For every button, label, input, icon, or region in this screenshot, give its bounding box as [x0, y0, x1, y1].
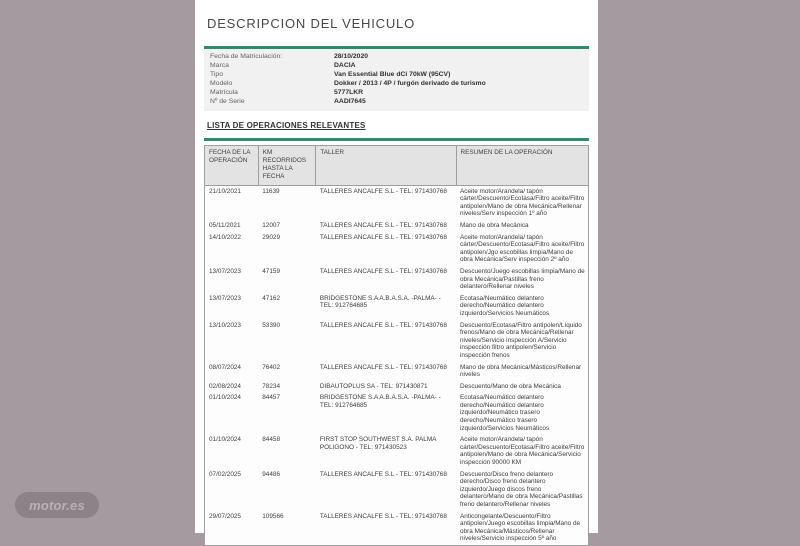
operation-row [205, 511, 589, 546]
operation-summary-cell: Ecotasa/Neumático delantero derecho/Neumático delantero izquierdo/Servicios Neumáticos [460, 294, 550, 317]
operation-row [205, 392, 589, 434]
operation-date-cell: 01/10/2024 [209, 394, 241, 402]
vehicle-field-value: Dokker / 2013 / 4P / furgón derivado de turismo [334, 79, 486, 87]
vehicle-field-row [210, 98, 583, 107]
operation-row [205, 320, 589, 362]
operation-row [205, 434, 589, 468]
vehicle-field-value: 28/10/2020 [334, 53, 369, 60]
operation-workshop-cell: TALLERES ANCALFE S.L - TEL: 971430768 [319, 233, 447, 241]
operation-km-cell: 12007 [262, 222, 281, 229]
header-km-recorridos: KM RECORRIDOS HASTA LA FECHA [258, 146, 316, 185]
operation-row [205, 266, 589, 293]
vehicle-field-row [210, 89, 583, 98]
operation-workshop-cell: BRIDGESTONE S.A A.B.A.S.A. -PALMA- - TEL: 912764685 [319, 294, 441, 310]
vehicle-field-label: Marca [210, 61, 229, 69]
operations-table-header-row [205, 146, 589, 185]
vehicle-field-value: DACIA [334, 61, 356, 69]
operation-summary-cell: Descuento/Disco freno delantero derecho/Disco freno delantero izquierdo/Juego discos freno delantero/Mano de obra Mecánica/Pastillas freno delantero/Rellenar niveles [460, 470, 583, 508]
operation-row [205, 469, 589, 511]
operations-table [204, 145, 589, 546]
operation-summary-cell: Aceite motor/Arandela/ tapón cárter/Descuento/Ecotasa/Filtro aceite/Filtro antipolen/Mano de obra Mecánica/Rellenar niveles/Serv inspección 1º año [460, 187, 585, 218]
operation-date-cell: 29/07/2025 [209, 512, 241, 520]
operation-row [205, 232, 589, 266]
operation-km-cell: 109566 [262, 512, 284, 520]
operation-summary-cell: Aceite motor/Arandela/ tapón cárter/Descuento/Ecotasa/Filtro aceite/Filtro antipolen/Mano de obra Mecánica/Servicio inspección 90000 KM [460, 436, 585, 467]
vehicle-field-label: Fecha de Matriculación: [210, 53, 283, 60]
vehicle-field-label: Modelo [210, 79, 233, 87]
vehicle-field-label: Tipo [210, 70, 223, 78]
operation-date-cell: 13/10/2023 [209, 321, 241, 329]
operation-summary-cell: Ecotasa/Neumático delantero derecho/Neumático delantero izquierdo/Neumático trasero derecho/Neumático trasero izquierdo/Servicios Neumáticos [460, 394, 550, 432]
operation-date-cell: 14/10/2022 [209, 233, 241, 241]
operation-row [205, 220, 589, 232]
operation-date-cell: 13/07/2023 [209, 267, 241, 275]
operation-workshop-cell: TALLERES ANCALFE S.L - TEL: 971430768 [319, 512, 447, 520]
operation-date-cell: 02/08/2024 [209, 382, 241, 390]
operation-row [205, 185, 589, 220]
vehicle-field-value: 5777LKR [334, 88, 364, 96]
operation-km-cell: 47159 [262, 267, 281, 275]
operation-date-cell: 01/10/2024 [209, 436, 241, 444]
operation-date-cell: 21/10/2021 [209, 187, 241, 195]
vehicle-field-value: Van Essential Blue dCi 70kW (95CV) [334, 70, 451, 78]
motores-logo-text: motor.es [29, 497, 85, 513]
vehicle-field-row [210, 53, 583, 62]
operation-summary-cell: Mano de obra Mecánica [460, 222, 529, 229]
motores-watermark-badge [15, 492, 99, 518]
header-resumen-operacion: RESUMEN DE LA OPERACIÓN [456, 146, 589, 185]
operation-date-cell: 07/02/2025 [209, 470, 241, 478]
vehicle-details-box [204, 49, 589, 111]
vehicle-report-page [195, 0, 598, 543]
vehicle-field-row [210, 62, 583, 71]
operation-workshop-cell: TALLERES ANCALFE S.L - TEL: 971430768 [319, 267, 447, 275]
operation-km-cell: 94486 [262, 470, 281, 478]
operation-km-cell: 11639 [262, 187, 280, 195]
operation-summary-cell: Aceite motor/Arandela/ tapón cárter/Descuento/Ecotasa/Filtro aceite/Filtro antipolen/Jgo escobillas limpia/Mano de obra Mecánica/Serv inspección 2º año [460, 233, 585, 264]
operation-row [205, 293, 589, 320]
header-taller: TALLER [316, 146, 456, 185]
operation-workshop-cell: DIBAUTOPLUS SA - TEL: 971430871 [319, 382, 428, 390]
operation-km-cell: 29029 [262, 233, 281, 241]
operation-km-cell: 84457 [262, 394, 281, 402]
operation-workshop-cell: TALLERES ANCALFE S.L - TEL: 971430768 [319, 321, 447, 329]
operation-workshop-cell: TALLERES ANCALFE S.L - TEL: 971430768 [319, 187, 447, 195]
page-title: DESCRIPCION DEL VEHICULO [207, 16, 415, 31]
operation-workshop-cell: BRIDGESTONE S.A A.B.A.S.A. -PALMA- - TEL: 912764685 [319, 394, 441, 409]
operations-table-body [205, 185, 589, 545]
operation-km-cell: 84458 [262, 436, 281, 444]
operation-km-cell: 76402 [262, 363, 281, 371]
operation-date-cell: 08/07/2024 [209, 363, 241, 371]
vehicle-field-label: Matrícula [210, 88, 238, 96]
operation-workshop-cell: TALLERES ANCALFE S.L - TEL: 971430768 [319, 222, 447, 229]
operation-summary-cell: Anticongelante/Descuento/Filtro antipolen/Juego escobillas limpia/Mano de obra Mecánica/Másticos/Rellenar niveles/Servicio inspección 5º año [460, 512, 581, 543]
vehicle-field-row [210, 80, 583, 89]
operation-km-cell: 53390 [262, 321, 281, 329]
vehicle-field-row [210, 71, 583, 80]
operation-km-cell: 78234 [262, 382, 281, 390]
divider-green-table [204, 138, 589, 141]
operations-section-title: LISTA DE OPERACIONES RELEVANTES [207, 121, 366, 131]
operation-date-cell: 05/11/2021 [209, 222, 241, 229]
operation-summary-cell: Descuento/Mano de obra Mecánica [460, 382, 561, 390]
vehicle-field-label: Nº de Serie [210, 97, 245, 105]
operation-workshop-cell: FIRST STOP SOUTHWEST S.A. PALMA POLIGONO - TEL: 971430523 [319, 436, 437, 451]
header-fecha-operacion: FECHA DE LA OPERACIÓN [205, 146, 259, 185]
operation-row [205, 381, 589, 393]
operation-workshop-cell: TALLERES ANCALFE S.L - TEL: 971430768 [319, 470, 447, 478]
operation-workshop-cell: TALLERES ANCALFE S.L - TEL: 971430768 [319, 363, 447, 371]
operation-row [205, 362, 589, 381]
operation-summary-cell: Mano de obra Mecánica/Másticos/Rellenar niveles [460, 363, 582, 379]
operation-km-cell: 47162 [262, 294, 281, 302]
vehicle-field-value: AADI7645 [334, 97, 366, 105]
operation-date-cell: 13/07/2023 [209, 294, 241, 302]
operation-summary-cell: Descuento/Juego escobillas limpia/Mano de obra Mecánica/Pastillas freno delantero/Rellenar niveles [460, 267, 585, 291]
operation-summary-cell: Descuento/Ecotasa/Filtro antipolen/Líquido frenos/Mano de obra Mecánica/Rellenar niveles/Servicio inspección A/Servicio inspección filtro antipolen/Servicio inspección frenos [460, 321, 582, 359]
